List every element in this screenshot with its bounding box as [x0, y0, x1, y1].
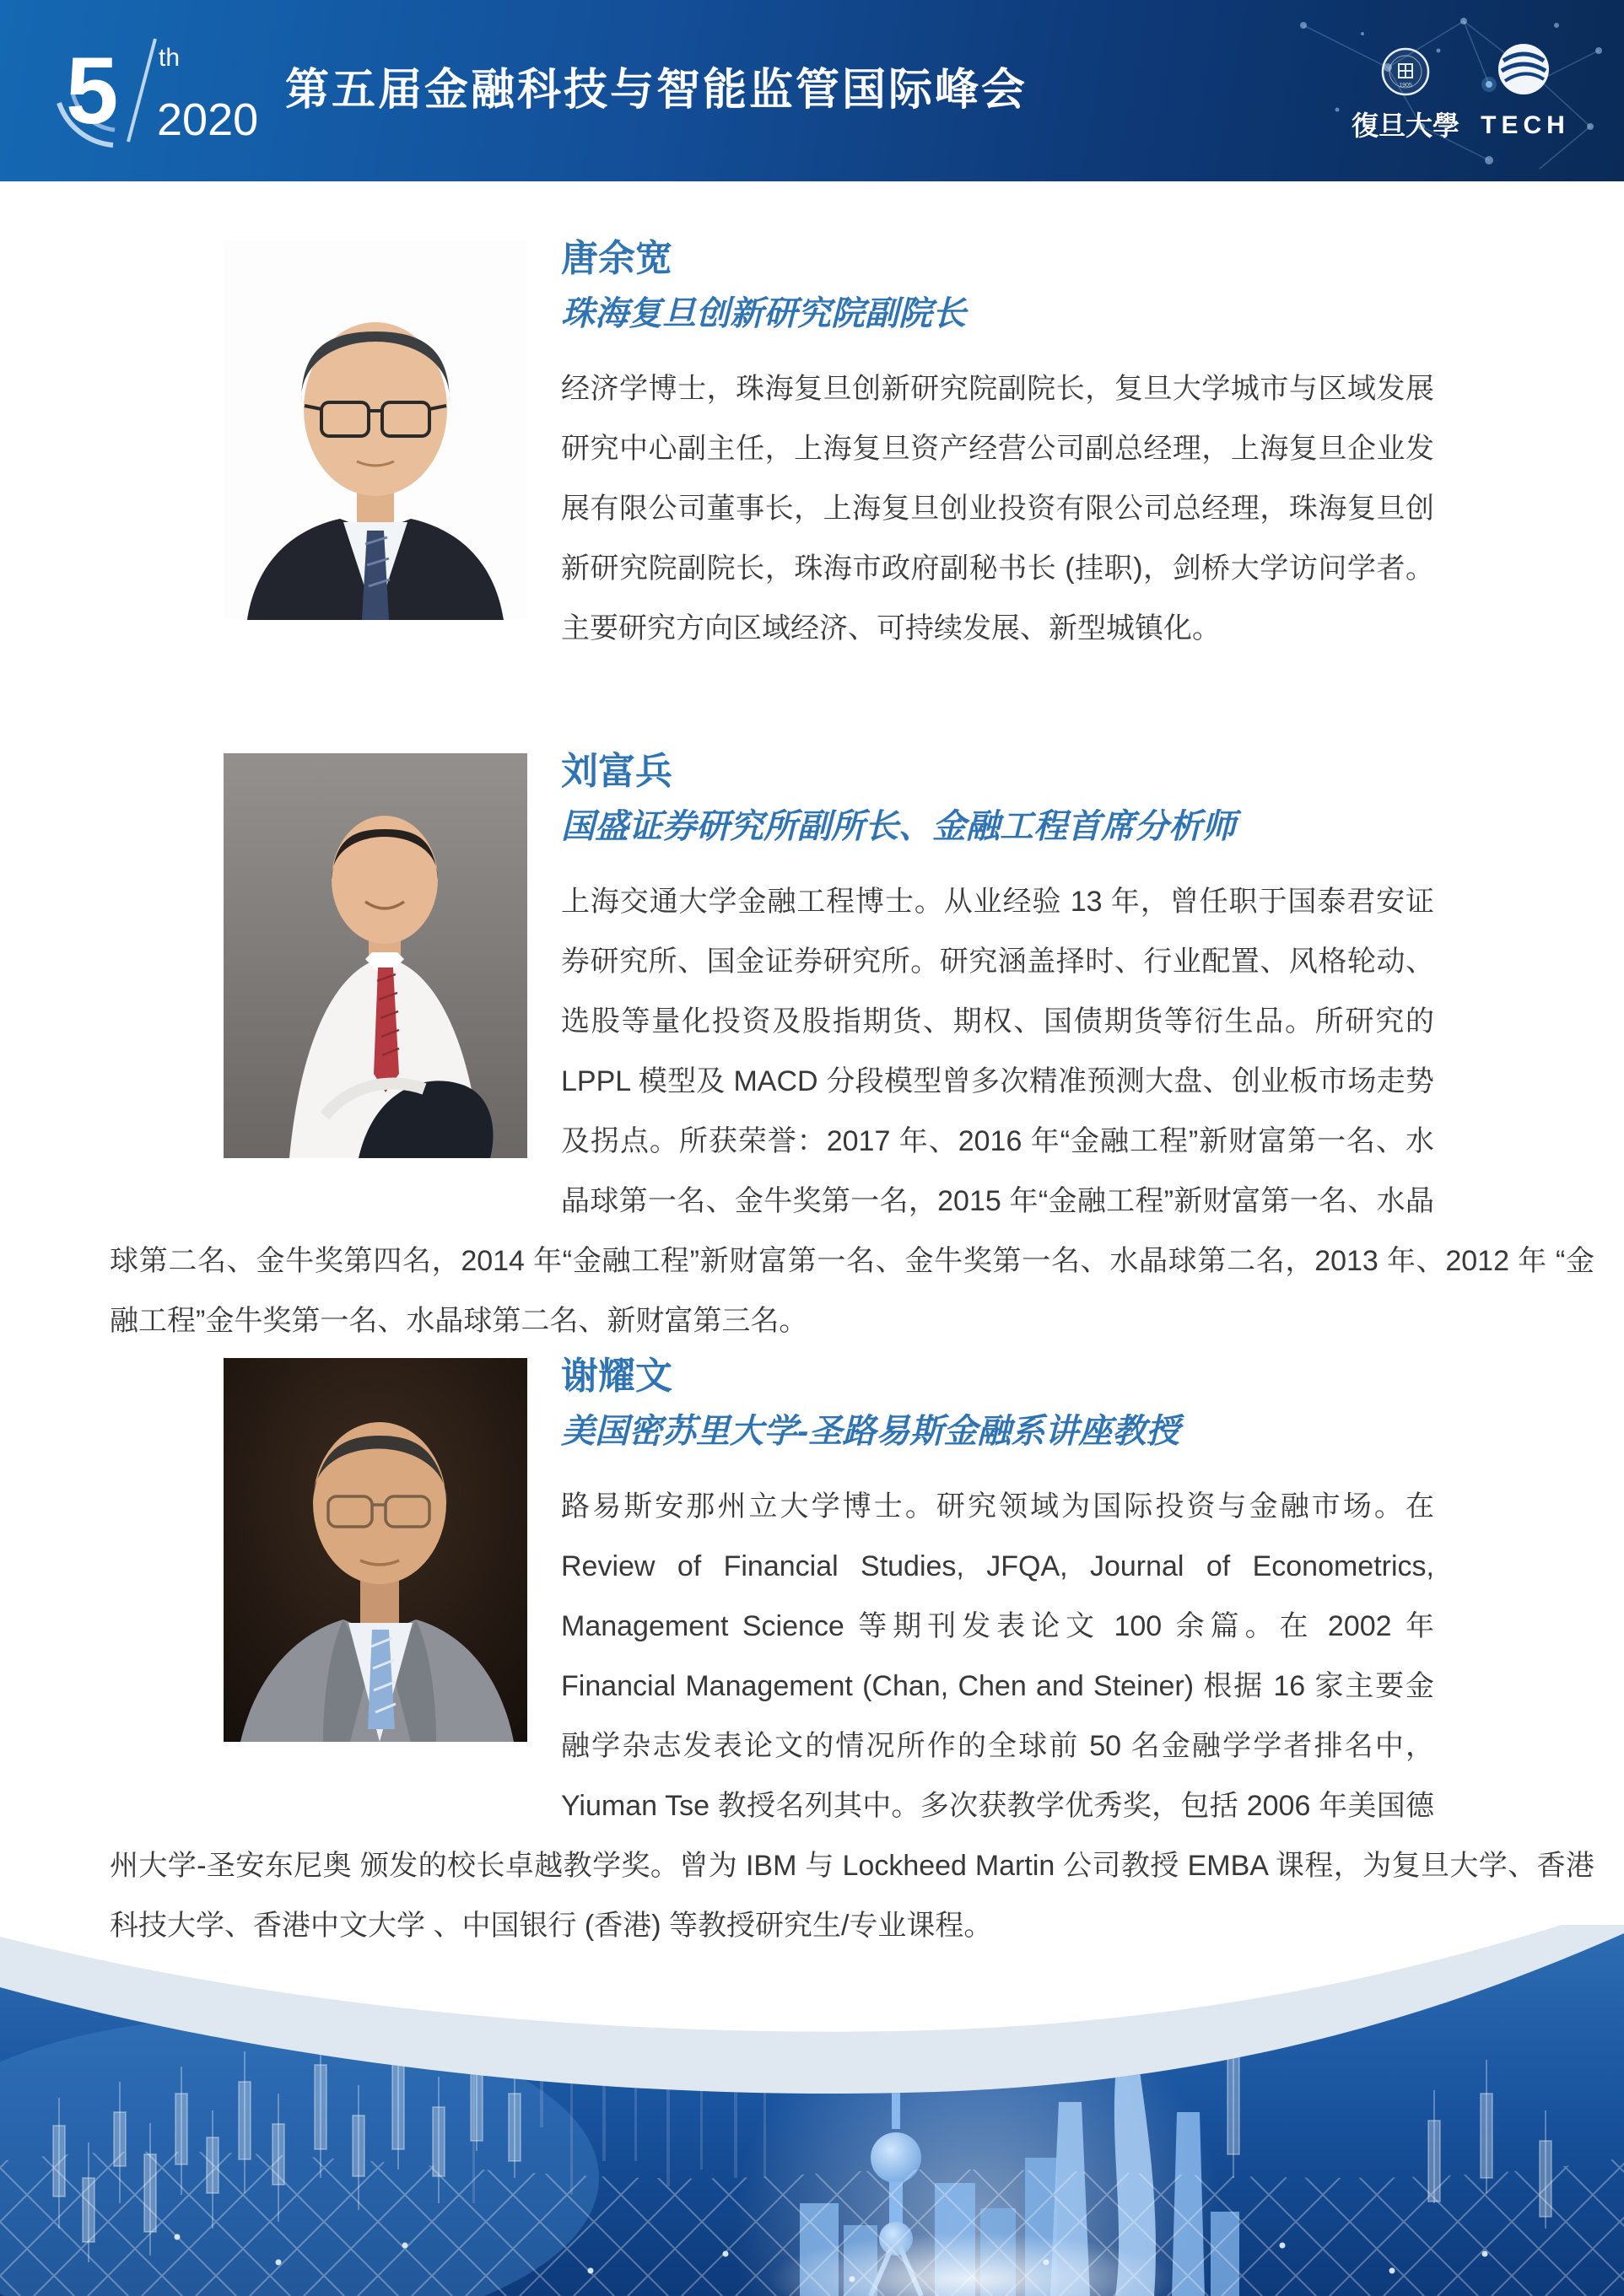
speaker-name: 唐余宽 [561, 238, 672, 279]
speaker-bio: 上海交通大学金融工程博士。从业经验 13 年，曾任职于国泰君安证券研究所、国金证券研究所。研究涵盖择时、行业配置、风格轮动、选股等量化投资及股指期货、期权、国债期货等衍生品。所研究的 LPPL 模型及 MACD 分段模型曾多次精准预测大盘、创业板市场走势及拐点。所获荣誉：2017 年、2016 年“金融工程”新财富第一名、水晶球第一名、金牛奖第一名，2015 年“金融工程”新财富第一名、水晶球第二名、金牛奖第四名，2014 年“金融工程”新财富第一名、金牛奖第一名、水晶球第二名，2013 年、2012 年 “金融工程”金牛奖第一名、水晶球第二名、新财富第三名。 [110, 886, 1594, 1337]
speaker-title: 国盛证券研究所副所长、金融工程首席分析师 [561, 808, 1236, 845]
fudan-calligraphy-text: 復旦大學 [1351, 110, 1460, 142]
speaker-section-tang-yukuan [0, 237, 1624, 691]
speaker-bio: 经济学博士，珠海复旦创新研究院副院长，复旦大学城市与区域发展研究中心副主任，上海复旦资产经营公司副总经理，上海复旦企业发展有限公司董事长，上海复旦创业投资有限公司总经理，珠海复旦创新研究院副院长，珠海市政府副秘书长 (挂职)，剑桥大学访问学者。主要研究方向区域经济、可持续发展、新型城镇化。 [561, 373, 1434, 644]
footer-cityscape-banner [0, 1925, 1624, 2296]
badge-ordinal: th [159, 44, 181, 72]
speaker-name: 刘富兵 [561, 751, 672, 792]
portrait-man-glasses-gray-suit [224, 1358, 527, 1742]
conference-title: 第五届金融科技与智能监管国际峰会 [285, 66, 1028, 115]
speaker-photo [224, 753, 527, 1158]
text-column-spacer [1434, 1355, 1594, 1836]
badge-year: 2020 [157, 94, 259, 145]
speaker-section-liu-fubing [0, 750, 1624, 1351]
fifth-edition-2020-logo [47, 22, 283, 157]
portrait-man-glasses-dark-suit [224, 240, 527, 620]
badge-number: 5 [66, 38, 119, 143]
fudan-university-logo [1346, 25, 1465, 152]
footer-illustration [0, 1925, 1624, 2296]
speaker-photo [224, 240, 527, 620]
tech-wordmark: TECH [1481, 111, 1570, 139]
speaker-section-xie-yaowen [0, 1355, 1624, 1956]
page-header-banner [0, 0, 1624, 181]
text-column-spacer [1434, 237, 1594, 691]
tech-logo [1476, 25, 1578, 152]
speaker-title: 美国密苏里大学-圣路易斯金融系讲座教授 [561, 1413, 1180, 1450]
speaker-photo [224, 1358, 527, 1742]
speaker-bio: 路易斯安那州立大学博士。研究领域为国际投资与金融市场。在 Review of Financial Studies, JFQA, Journal of Econometrics, Management Science 等期刊发表论文 100 余篇。在 2002 年 Financial Management (Chan, Chen and Steiner) 根据 16 家主要金融学杂志发表论文的情况所作的全球前 50 名金融学学者排名中，Yiuman Tse 教授名列其中。多次获教学优秀奖，包括 2006 年美国德州大学-圣安东尼奥 颁发的校长卓越教学奖。曾为 IBM 与 Lockheed Martin 公司教授 EMBA 课程，为复旦大学、香港科技大学、香港中文大学 、中国银行 (香港) 等教授研究生/专业课程。 [110, 1490, 1594, 1942]
speaker-name: 谢耀文 [561, 1356, 672, 1397]
speaker-title: 珠海复旦创新研究院副院长 [561, 295, 966, 332]
text-column-spacer [1434, 750, 1594, 1232]
portrait-man-white-shirt-red-tie [224, 753, 527, 1158]
fudan-seal-year: 1905 [1399, 83, 1412, 89]
